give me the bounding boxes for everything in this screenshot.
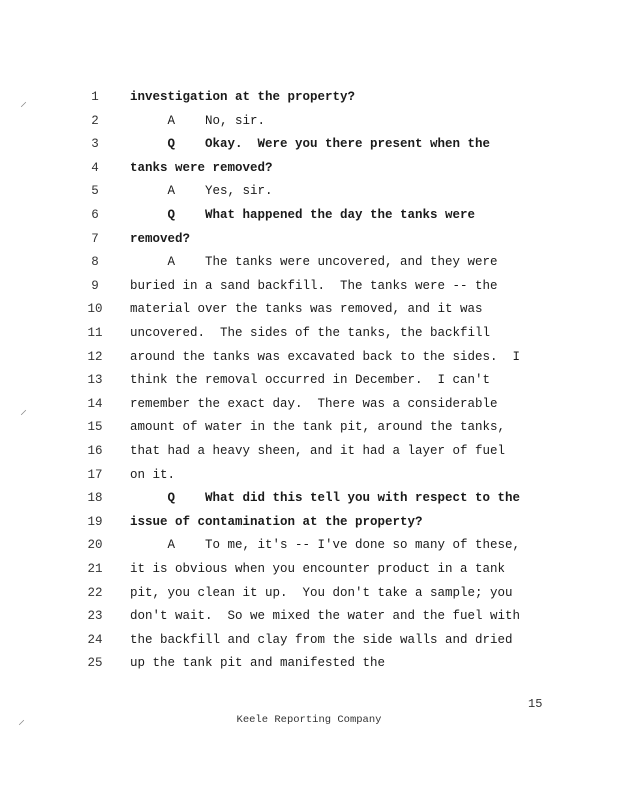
- line-number: 5: [91, 184, 99, 199]
- line-text: removed?: [130, 231, 191, 246]
- line-number: 1: [91, 90, 99, 104]
- transcript-line: [0, 275, 618, 297]
- binder-hole-mark-top: ⸝: [20, 95, 27, 111]
- transcript-line: [0, 298, 618, 320]
- transcript-line: [0, 416, 618, 438]
- line-text: on it.: [130, 467, 176, 482]
- line-text: A No, sir.: [130, 113, 266, 128]
- transcript-line: [0, 393, 618, 415]
- transcript-line: [0, 534, 618, 556]
- line-text: issue of contamination at the property?: [130, 514, 423, 529]
- transcript-line: [0, 86, 618, 108]
- line-number: 13: [87, 373, 103, 388]
- transcript-line: [0, 605, 618, 627]
- line-text: it is obvious when you encounter product in a tank: [130, 562, 506, 576]
- line-text: Q What happened the day the tanks were: [130, 208, 476, 222]
- transcript-line: [0, 346, 618, 368]
- line-number: 24: [87, 632, 103, 647]
- line-number: 17: [87, 467, 103, 482]
- line-text: tanks were removed?: [130, 160, 273, 175]
- line-text: A To me, it's -- I've done so many of these,: [130, 538, 521, 553]
- line-number: 8: [91, 255, 99, 270]
- line-text: don't wait. So we mixed the water and the fuel with: [130, 609, 521, 624]
- transcript-line: [0, 558, 618, 580]
- line-text: that had a heavy sheen, and it had a layer of fuel: [130, 444, 506, 458]
- line-text: the backfill and clay from the side walls and dried: [130, 632, 513, 647]
- transcript-line: [0, 110, 618, 132]
- line-text: up the tank pit and manifested the: [130, 656, 386, 671]
- line-number: 14: [87, 396, 103, 411]
- transcript-line: [0, 180, 618, 202]
- line-text: A The tanks were uncovered, and they were: [130, 255, 498, 270]
- line-text: A Yes, sir.: [130, 184, 273, 199]
- page-number: 15: [528, 697, 543, 711]
- line-text: amount of water in the tank pit, around the tanks,: [130, 420, 506, 435]
- transcript-line: [0, 204, 618, 226]
- line-number: 19: [87, 514, 103, 529]
- line-number: 10: [87, 302, 103, 317]
- transcript-line: [0, 464, 618, 486]
- transcript-line: [0, 369, 618, 391]
- line-text: Q Okay. Were you there present when the: [130, 137, 491, 152]
- binder-hole-mark-middle: ⸝: [20, 403, 27, 419]
- line-number: 21: [87, 562, 103, 576]
- transcript-line: [0, 133, 618, 155]
- line-number: 6: [91, 208, 99, 222]
- line-text: pit, you clean it up. You don't take a sample; you: [130, 585, 513, 600]
- transcript-line: [0, 322, 618, 344]
- line-number: 18: [87, 491, 103, 506]
- line-number: 15: [87, 420, 103, 435]
- line-text: around the tanks was excavated back to the sides. I: [130, 349, 521, 364]
- transcript-line: [0, 582, 618, 604]
- footer-reporting-company: Keele Reporting Company: [236, 714, 382, 726]
- line-number: 2: [91, 113, 99, 128]
- line-text: Q What did this tell you with respect to the: [130, 491, 521, 506]
- line-text: investigation at the property?: [130, 90, 356, 104]
- line-number: 11: [87, 326, 103, 340]
- transcript-line: [0, 251, 618, 273]
- line-number: 23: [87, 609, 103, 624]
- line-number: 22: [87, 585, 103, 600]
- line-number: 9: [91, 278, 99, 293]
- line-number: 25: [87, 656, 103, 671]
- line-text: uncovered. The sides of the tanks, the backfill: [130, 326, 491, 340]
- transcript-line: [0, 228, 618, 250]
- line-number: 16: [87, 444, 103, 458]
- line-text: material over the tanks was removed, and it was: [130, 302, 483, 317]
- line-number: 12: [87, 349, 103, 364]
- line-number: 3: [91, 137, 99, 152]
- line-text: remember the exact day. There was a considerable: [130, 396, 498, 411]
- transcript-line: [0, 652, 618, 674]
- line-number: 7: [91, 231, 99, 246]
- transcript-line: [0, 511, 618, 533]
- line-text: buried in a sand backfill. The tanks were -- the: [130, 278, 498, 293]
- line-number: 4: [91, 160, 99, 175]
- binder-hole-mark-bottom: ⸝: [18, 713, 25, 729]
- transcript-line: [0, 487, 618, 509]
- line-text: think the removal occurred in December. I can't: [130, 373, 491, 388]
- transcript-line: [0, 440, 618, 462]
- transcript-line: [0, 157, 618, 179]
- transcript-line: [0, 629, 618, 651]
- line-number: 20: [87, 538, 103, 553]
